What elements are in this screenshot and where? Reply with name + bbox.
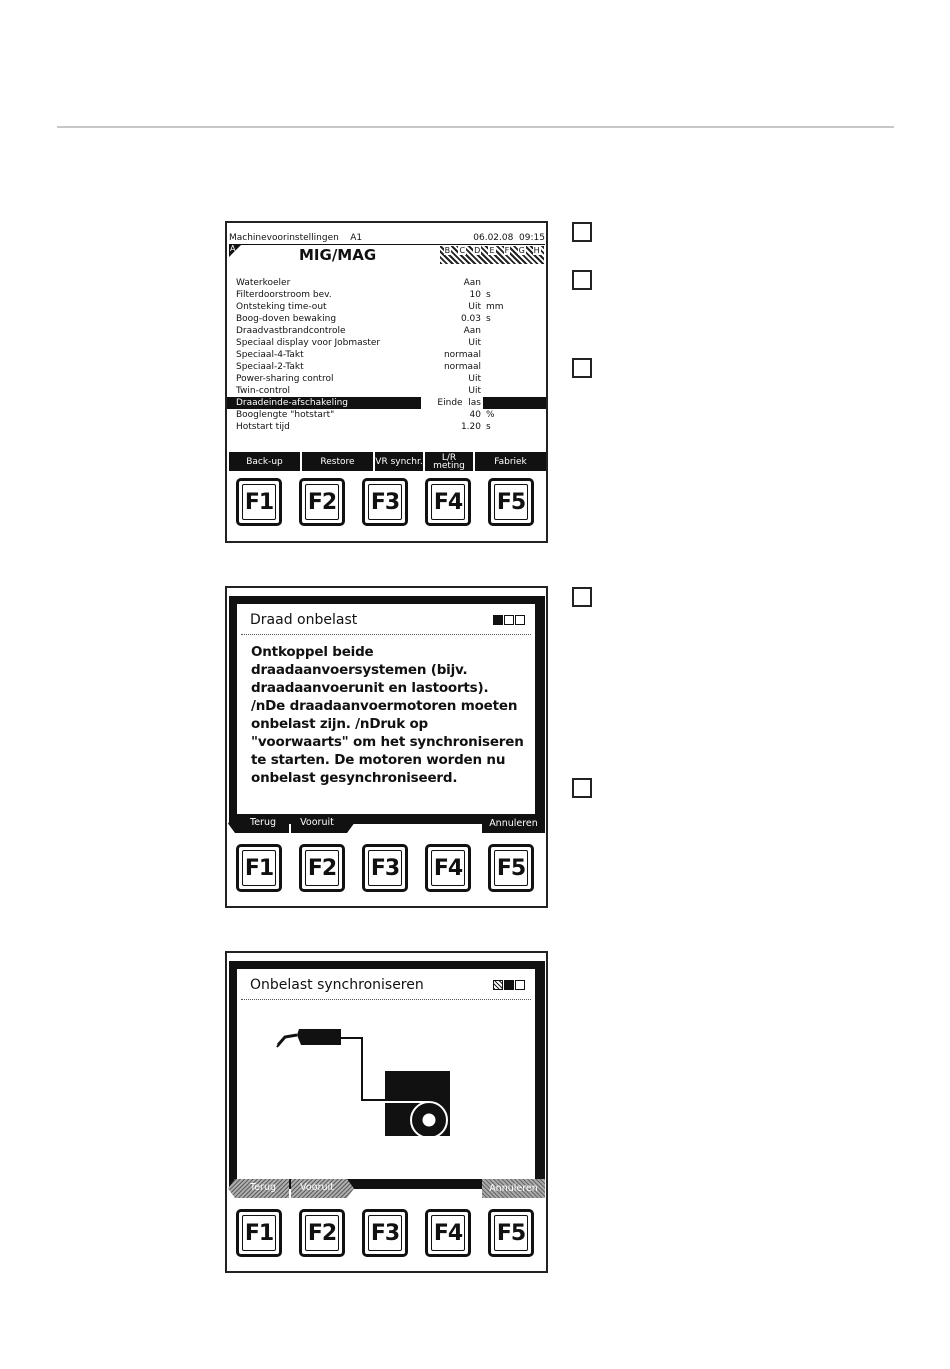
dialog-title: Draad onbelast xyxy=(250,612,358,628)
f3-key[interactable]: F3 xyxy=(362,844,408,892)
cancel-softkey[interactable]: Annuleren xyxy=(482,1179,545,1198)
tab-g[interactable]: G xyxy=(518,246,525,255)
next-softkey-label[interactable]: Vooruit xyxy=(300,1182,334,1193)
f5-key[interactable]: F5 xyxy=(488,1209,534,1257)
menu-name: Machinevoorinstellingen A1 xyxy=(229,233,363,243)
settings-row[interactable]: Draadvastbrandcontrole Aan xyxy=(236,326,481,336)
corner-label: A xyxy=(230,244,236,253)
tab-d[interactable]: D xyxy=(474,246,481,255)
settings-list xyxy=(227,277,546,433)
tab-h[interactable]: H xyxy=(533,246,540,255)
f3-key[interactable]: F3 xyxy=(362,1209,408,1257)
f5-key[interactable]: F5 xyxy=(488,844,534,892)
f3-key[interactable]: F3 xyxy=(362,478,408,526)
hose-line xyxy=(341,1038,385,1100)
settings-row-selected[interactable]: Draadeinde-afschakeling Einde las xyxy=(227,397,546,409)
step-progress-icon xyxy=(493,615,525,625)
date-time: 06.02.08 09:15 xyxy=(473,233,545,243)
settings-row[interactable]: Boog-doven bewaking 0.03 s xyxy=(236,314,491,324)
step-checkbox[interactable] xyxy=(572,778,592,798)
dialog-instructions: Ontkoppel beide draadaanvoersystemen (bijv. draadaanvoerunit en lastoorts). /nDe draadaanvoermotoren moeten onbelast zijn. /nDruk op "voorwaarts" om het synchroniseren te starten. De motoren worden nu onbelast gesynchroniseerd. xyxy=(251,644,524,786)
f2-key[interactable]: F2 xyxy=(299,478,345,526)
dialog xyxy=(237,969,535,1179)
settings-row[interactable]: Speciaal-2-Takt normaal xyxy=(236,362,481,372)
f4-key[interactable]: F4 xyxy=(425,844,471,892)
settings-row[interactable]: Hotstart tijd 1.20 s xyxy=(236,422,491,432)
settings-row[interactable]: Waterkoeler Aan xyxy=(236,278,481,288)
f1-key[interactable]: F1 xyxy=(236,844,282,892)
tab-b[interactable]: B xyxy=(444,246,451,255)
f5-key[interactable]: F5 xyxy=(488,478,534,526)
step-checkbox[interactable] xyxy=(572,587,592,607)
step-checkbox[interactable] xyxy=(572,358,592,378)
settings-row[interactable]: Twin-control Uit xyxy=(236,386,481,396)
f4-key[interactable]: F4 xyxy=(425,1209,471,1257)
setup-menu-panel xyxy=(225,221,548,543)
header-rule xyxy=(57,126,894,128)
next-softkey-label[interactable]: Vooruit xyxy=(300,817,334,828)
dialog xyxy=(237,604,535,814)
dialog-frame xyxy=(229,961,545,1189)
sync-unloaded-panel xyxy=(225,951,548,1273)
f2-key[interactable]: F2 xyxy=(299,1209,345,1257)
torch-feeder-illustration xyxy=(237,1005,535,1175)
back-softkey-label[interactable]: Terug xyxy=(250,817,276,828)
fabriek-softkey[interactable]: Fabriek xyxy=(475,452,546,471)
function-keys xyxy=(235,1209,540,1259)
f2-key[interactable]: F2 xyxy=(299,844,345,892)
f1-key[interactable]: F1 xyxy=(236,1209,282,1257)
settings-row[interactable]: Ontsteking time-out Uit mm xyxy=(236,302,504,312)
wire-unloaded-panel xyxy=(225,586,548,908)
function-keys xyxy=(235,844,540,894)
softkey-bar xyxy=(229,452,546,471)
process-title: MIG/MAG xyxy=(299,246,377,264)
cancel-softkey[interactable]: Annuleren xyxy=(482,814,545,833)
back-softkey-label[interactable]: Terug xyxy=(250,1182,276,1193)
backup-softkey[interactable]: Back-up xyxy=(229,452,300,471)
tab-strip xyxy=(440,246,544,264)
step-progress-icon xyxy=(493,980,525,990)
dialog-divider xyxy=(241,999,531,1000)
settings-row[interactable]: Booglengte "hotstart" 40 % xyxy=(236,410,495,420)
tab-e[interactable]: E xyxy=(489,246,495,255)
dialog-title: Onbelast synchroniseren xyxy=(250,977,424,993)
lr-meting-softkey[interactable]: L/R meting xyxy=(425,452,473,471)
settings-row[interactable]: Speciaal-4-Takt normaal xyxy=(236,350,481,360)
f1-key[interactable]: F1 xyxy=(236,478,282,526)
welding-torch-icon xyxy=(277,1029,341,1047)
f4-key[interactable]: F4 xyxy=(425,478,471,526)
tab-c[interactable]: C xyxy=(459,246,466,255)
step-checkbox[interactable] xyxy=(572,270,592,290)
settings-row[interactable]: Power-sharing control Uit xyxy=(236,374,481,384)
tab-f[interactable]: F xyxy=(504,246,510,255)
divider xyxy=(229,244,545,245)
step-checkbox[interactable] xyxy=(572,222,592,242)
settings-row[interactable]: Speciaal display voor Jobmaster Uit xyxy=(236,338,481,348)
vr-synchr-softkey[interactable]: VR synchr. xyxy=(375,452,423,471)
wire-feeder-icon xyxy=(385,1071,450,1138)
restore-softkey[interactable]: Restore xyxy=(302,452,373,471)
settings-row[interactable]: Filterdoorstroom bev. 10 s xyxy=(236,290,491,300)
dialog-divider xyxy=(241,634,531,635)
dialog-frame xyxy=(229,596,545,824)
function-keys xyxy=(235,478,540,528)
